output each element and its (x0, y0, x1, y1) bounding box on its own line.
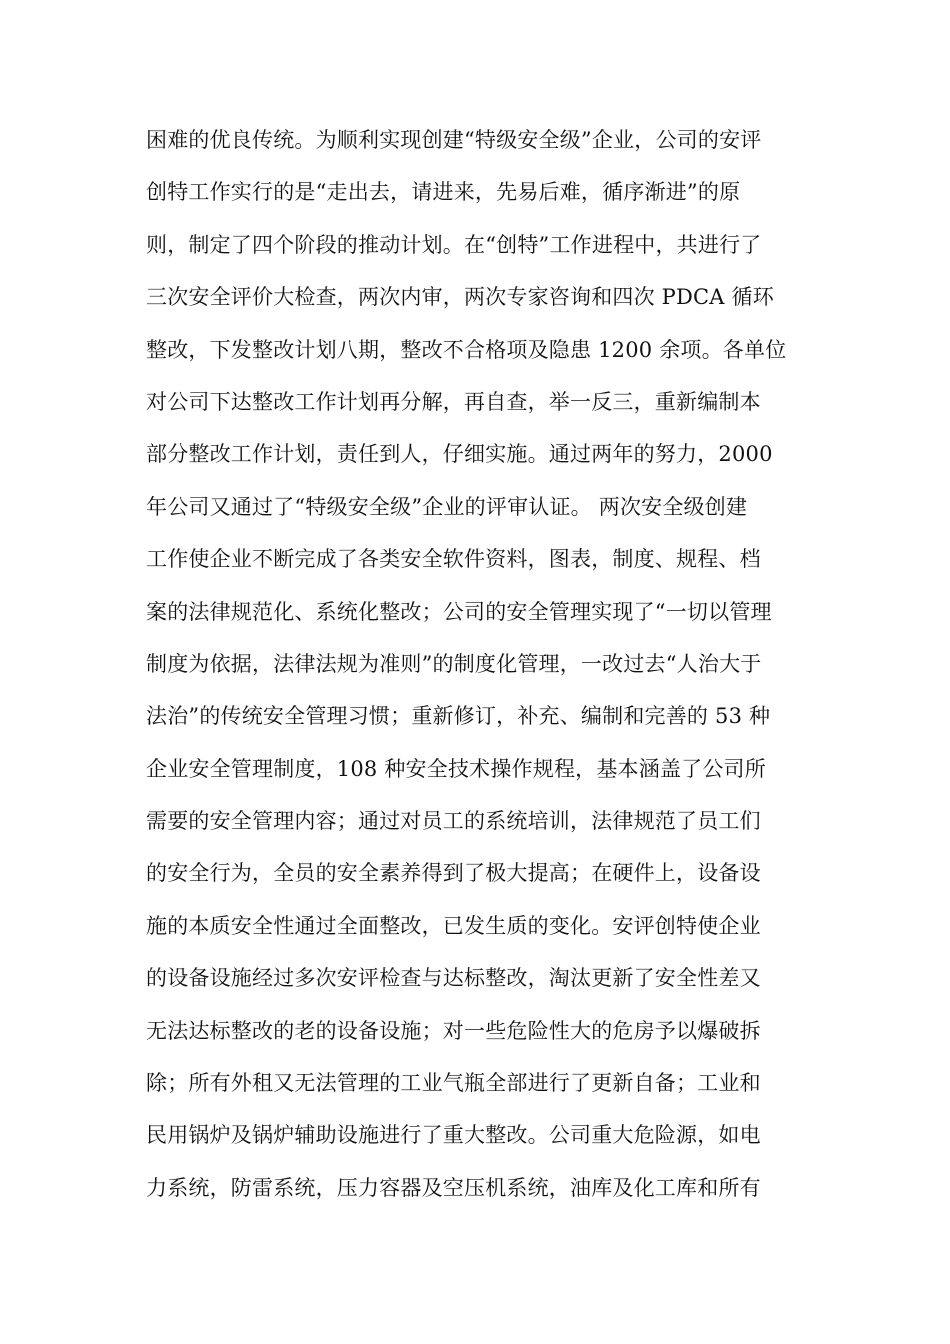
text-line: 法治”的传统安全管理习惯；重新修订，补充、编制和完善的 53 种 (146, 704, 771, 729)
text-line: 的安全行为，全员的安全素养得到了极大提高；在硬件上，设备设 (146, 861, 761, 886)
text-line: 无法达标整改的老的设备设施；对一些危险性大的危房予以爆破拆 (146, 1018, 761, 1043)
body-paragraph (146, 114, 816, 1214)
text-line: 施的本质安全性通过全面整改，已发生质的变化。安评创特使企业 (146, 913, 761, 938)
text-line: 的设备设施经过多次安评检查与达标整改，淘汰更新了安全性差又 (146, 966, 761, 991)
text-line: 工作使企业不断完成了各类安全软件资料，图表，制度、规程、档 (146, 547, 761, 572)
text-line: 需要的安全管理内容；通过对员工的系统培训，法律规范了员工们 (146, 809, 761, 834)
text-line: 民用锅炉及锅炉辅助设施进行了重大整改。公司重大危险源，如电 (146, 1123, 761, 1148)
text-line: 整改，下发整改计划八期，整改不合格项及隐患 1200 余项。各单位 (146, 337, 787, 362)
text-line: 则，制定了四个阶段的推动计划。在“创特”工作进程中，共进行了 (146, 232, 762, 257)
text-line: 企业安全管理制度，108 种安全技术操作规程，基本涵盖了公司所 (146, 756, 766, 781)
text-line: 创特工作实行的是“走出去，请进来，先易后难，循序渐进”的原 (146, 180, 741, 205)
text-line: 对公司下达整改工作计划再分解，再自查，举一反三，重新编制本 (146, 389, 761, 414)
text-line: 困难的优良传统。为顺利实现创建“特级安全级”企业，公司的安评 (146, 128, 762, 152)
text-line: 除；所有外租又无法管理的工业气瓶全部进行了更新自备；工业和 (146, 1071, 761, 1096)
text-line: 案的法律规范化、系统化整改；公司的安全管理实现了“一切以管理 (146, 599, 772, 624)
text-line: 部分整改工作计划，责任到人，仔细实施。通过两年的努力，2000 (146, 442, 773, 467)
text-line: 制度为依据，法律法规为准则”的制度化管理，一改过去“人治大于 (146, 651, 762, 676)
text-line: 年公司又通过了“特级安全级”企业的评审认证。 两次安全级创建 (146, 494, 748, 519)
text-line: 力系统，防雷系统，压力容器及空压机系统，油库及化工库和所有 (146, 1175, 761, 1200)
text-line: 三次安全评价大检查，两次内审，两次专家咨询和四次 PDCA 循环 (146, 285, 774, 310)
